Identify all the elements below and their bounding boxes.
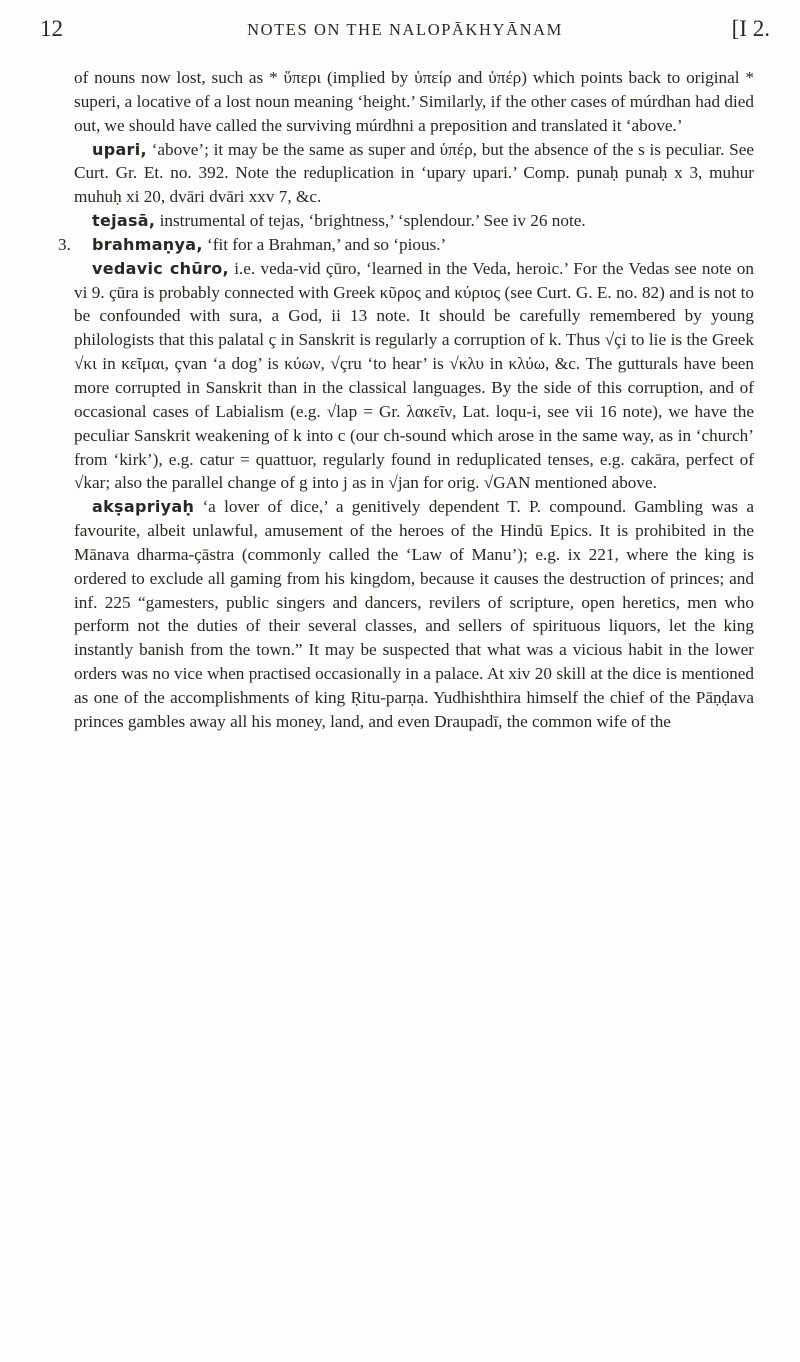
verse-number: 3. (58, 234, 71, 254)
headword: akṣapriyaḥ (92, 497, 195, 517)
note-tejasa (74, 209, 754, 233)
note-text: ‘fit for a Brahman,’ and so ‘pious.’ (202, 234, 447, 254)
note-text: ‘above’; it may be the same as super and ὑπέρ, but the absence of the s is peculiar. See Curt. Gr. Et. no. 392. Note the reduplication in ‘upary upari.’ Comp. punaḥ punaḥ x 3, muhur muhuḥ xi 20, dvāri dvāri xxv 7, &c. (74, 139, 754, 207)
page-number: 12 (40, 16, 63, 41)
section-reference: [I 2. (731, 16, 770, 41)
note-text: i.e. veda-vid çūro, ‘learned in the Veda, heroic.’ For the Vedas see note on vi 9. çūra is probably connected with Greek κῦρος and κύριος (see Curt. G. E. no. 82) and is not to be confounded with sura, a God, ii 13 note. It should be carefully remembered by young philologists that this palatal ç in Sanskrit is regularly a corruption of k. Thus √çi to lie is the Greek √κι in κεῖμαι, çvan ‘a dog’ is κύων, √çru ‘to hear’ is √κλυ in κλύω, &c. The gutturals have been more corrupted in Sanskrit than in the classical languages. By the side of this corruption, and of occasional cases of Labialism (e.g. √lap = Gr. λακεῖν, Lat. loqu-i, see vii 16 note), we have the peculiar Sanskrit weakening of k into c (our ch-sound which arose in the same way, as in ‘church’ from ‘kirk’), e.g. catur = quattuor, regularly found in reduplicated tenses, e.g. cakāra, perfect of √kar; also the parallel change of g into j as in √jan for orig. √GAN mentioned above. (74, 258, 754, 493)
headword: tejasā, (92, 211, 156, 231)
running-title: NOTES ON THE NALOPĀKHYĀNAM (247, 20, 563, 39)
note-brahmanya (58, 233, 754, 257)
headword: vedavic chūro, (92, 258, 229, 278)
headword: brahmaṇya, (92, 234, 203, 254)
paragraph-text: of nouns now lost, such as * ὕπερι (implied by ὑπείρ and ὑπέρ) which points back to original * superi, a locative of a lost noun meaning ‘height.’ Similarly, if the other cases of múrdhan had died out, we should have called the surviving múrdhni a preposition and translated it ‘above.’ (74, 68, 754, 135)
notes-body (58, 66, 754, 734)
note-vedavic (74, 257, 754, 495)
note-text: instrumental of tejas, ‘brightness,’ ‘splendour.’ See iv 26 note. (155, 211, 586, 231)
paragraph-continuation (74, 66, 754, 138)
note-upari (74, 138, 754, 210)
running-header (40, 16, 770, 56)
headword: upari, (92, 139, 147, 159)
note-aksapriyah (74, 495, 754, 733)
note-text: ‘a lover of dice,’ a genitively dependent T. P. compound. Gambling was a favourite, albeit unlawful, amusement of the heroes of the Hindū Epics. It is prohibited in the Mānava dharma-çāstra (commonly called the ‘Law of Manu’); e.g. ix 221, where the king is ordered to exclude all gaming from his kingdom, because it causes the destruction of princes; and inf. 225 “gamesters, public singers and dancers, revilers of scripture, open heretics, men who perform not the duties of their several classes, and sellers of spirituous liquors, let the king instantly banish from the town.” It may be suspected that what was a vicious habit in the lower orders was no vice when practised occasionally in a palace. At xiv 20 skill at the dice is mentioned as one of the accomplishments of king Ṛitu-parṇa. Yudhishthira himself the chief of the Pāṇḍava princes gambles away all his money, land, and even Draupadī, the common wife of the (74, 497, 754, 731)
